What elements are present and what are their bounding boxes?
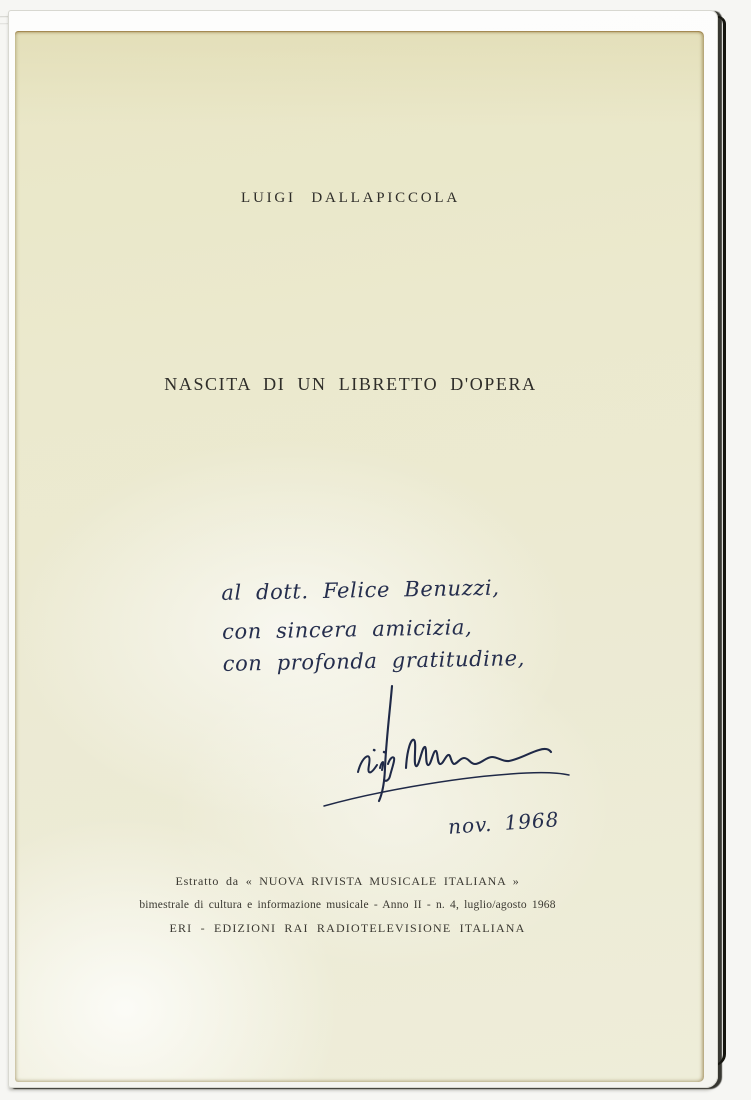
page-title: NASCITA DI UN LIBRETTO D'OPERA [164,374,537,394]
handwritten-dedication [221,574,525,678]
signature-stroke [379,686,392,801]
dedication-line: con profonda gratitudine, [222,646,526,676]
title-page [15,31,704,1082]
signature-stroke [406,740,551,768]
signature-stroke [358,756,377,772]
dedication-line: al dott. Felice Benuzzi, [221,575,500,605]
dedication-line: con sincera amicizia, [221,615,473,644]
colophon-line-journal: Estratto da « NUOVA RIVISTA MUSICALE ITALIANA » [175,874,520,888]
colophon-line-issue: bimestrale di cultura e informazione musicale - Anno II - n. 4, luglio/agosto 1968 [139,899,556,911]
handwritten-signature [310,680,580,825]
signature-stroke [380,762,383,770]
handwritten-date: nov. 1968 [447,807,561,839]
colophon [3,874,692,936]
author-name: LUIGI DALLAPICCOLA [241,190,460,206]
signature-underline-stroke [324,773,569,806]
colophon-line-publisher: ERI - EDIZIONI RAI RADIOTELEVISIONE ITALIANA [169,921,526,935]
